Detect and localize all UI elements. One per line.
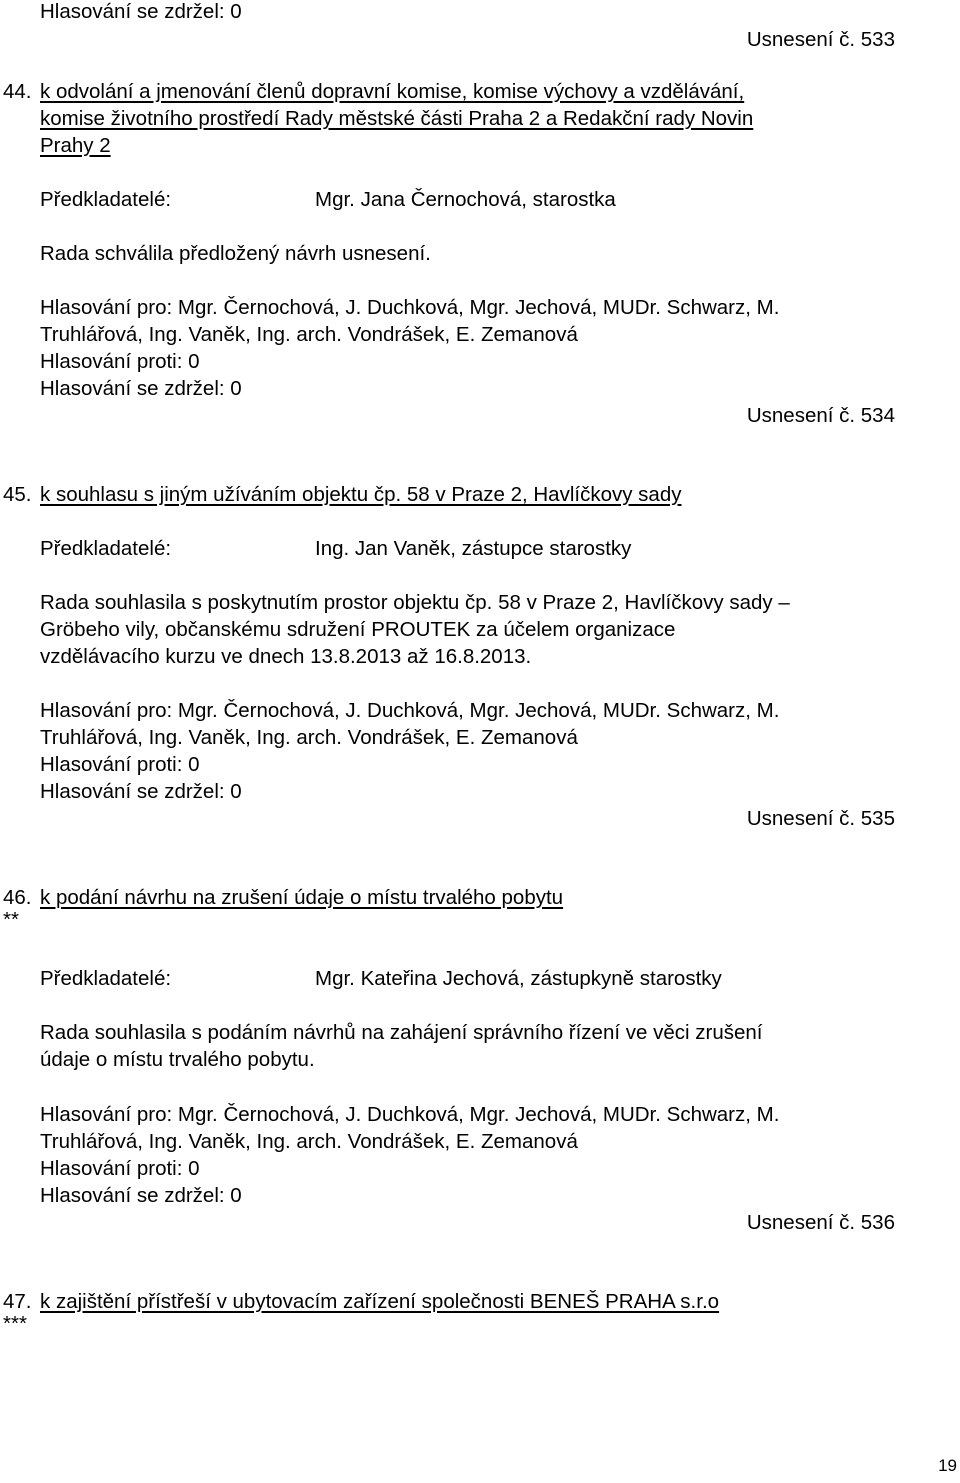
vote-against: Hlasování proti: 0 bbox=[40, 753, 200, 776]
vote-for: Truhlářová, Ing. Vaněk, Ing. arch. Vondrášek, E. Zemanová bbox=[40, 323, 578, 346]
item-title: Prahy 2 bbox=[40, 134, 111, 157]
abstain-line: Hlasování se zdržel: 0 bbox=[40, 0, 242, 23]
resolution-number: Usnesení č. 536 bbox=[746, 1211, 895, 1234]
decision-text: Rada souhlasila s poskytnutím prostor objektu čp. 58 v Praze 2, Havlíčkovy sady – bbox=[40, 591, 790, 614]
item-number: 44. bbox=[3, 80, 32, 103]
presenter: Mgr. Jana Černochová, starostka bbox=[315, 188, 616, 211]
resolution-number: Usnesení č. 533 bbox=[746, 28, 895, 51]
vote-for: Hlasování pro: Mgr. Černochová, J. Duchková, Mgr. Jechová, MUDr. Schwarz, M. bbox=[40, 699, 780, 722]
resolution-number: Usnesení č. 535 bbox=[746, 807, 895, 830]
vote-abstain: Hlasování se zdržel: 0 bbox=[40, 377, 242, 400]
vote-for: Hlasování pro: Mgr. Černochová, J. Duchková, Mgr. Jechová, MUDr. Schwarz, M. bbox=[40, 1103, 780, 1126]
presenters-label: Předkladatelé: bbox=[40, 188, 172, 211]
item-stars: *** bbox=[3, 1312, 27, 1335]
page-number: 19 bbox=[938, 1456, 957, 1475]
decision-text: Rada souhlasila s podáním návrhů na zahájení správního řízení ve věci zrušení bbox=[40, 1021, 763, 1044]
resolution-number: Usnesení č. 534 bbox=[746, 404, 895, 427]
presenter: Ing. Jan Vaněk, zástupce starostky bbox=[315, 537, 632, 560]
item-number: 45. bbox=[3, 483, 32, 506]
item-title: k podání návrhu na zrušení údaje o místu trvalého pobytu bbox=[40, 886, 564, 909]
vote-for: Hlasování pro: Mgr. Černochová, J. Duchková, Mgr. Jechová, MUDr. Schwarz, M. bbox=[40, 296, 780, 319]
item-title: k zajištění přístřeší v ubytovacím zařízení společnosti BENEŠ PRAHA s.r.o bbox=[40, 1290, 720, 1313]
decision-text: vzdělávacího kurzu ve dnech 13.8.2013 až 16.8.2013. bbox=[40, 645, 532, 668]
item-title: k odvolání a jmenování členů dopravní komise, komise výchovy a vzdělávání, bbox=[40, 80, 745, 103]
item-title: komise životního prostředí Rady městské části Praha 2 a Redakční rady Novin bbox=[40, 107, 754, 130]
vote-abstain: Hlasování se zdržel: 0 bbox=[40, 1184, 242, 1207]
vote-for: Truhlářová, Ing. Vaněk, Ing. arch. Vondrášek, E. Zemanová bbox=[40, 726, 578, 749]
presenters-label: Předkladatelé: bbox=[40, 967, 172, 990]
item-title: k souhlasu s jiným užíváním objektu čp. 58 v Praze 2, Havlíčkovy sady bbox=[40, 483, 682, 506]
presenter: Mgr. Kateřina Jechová, zástupkyně starostky bbox=[315, 967, 722, 990]
decision-text: Gröbeho vily, občanskému sdružení PROUTEK za účelem organizace bbox=[40, 618, 676, 641]
presenters-label: Předkladatelé: bbox=[40, 537, 172, 560]
vote-against: Hlasování proti: 0 bbox=[40, 1157, 200, 1180]
item-number: 47. bbox=[3, 1290, 32, 1313]
item-number: 46. bbox=[3, 886, 32, 909]
decision-text: údaje o místu trvalého pobytu. bbox=[40, 1048, 315, 1071]
vote-against: Hlasování proti: 0 bbox=[40, 350, 200, 373]
decision-text: Rada schválila předložený návrh usnesení. bbox=[40, 242, 431, 265]
item-stars: ** bbox=[3, 908, 19, 931]
vote-abstain: Hlasování se zdržel: 0 bbox=[40, 780, 242, 803]
vote-for: Truhlářová, Ing. Vaněk, Ing. arch. Vondrášek, E. Zemanová bbox=[40, 1130, 578, 1153]
